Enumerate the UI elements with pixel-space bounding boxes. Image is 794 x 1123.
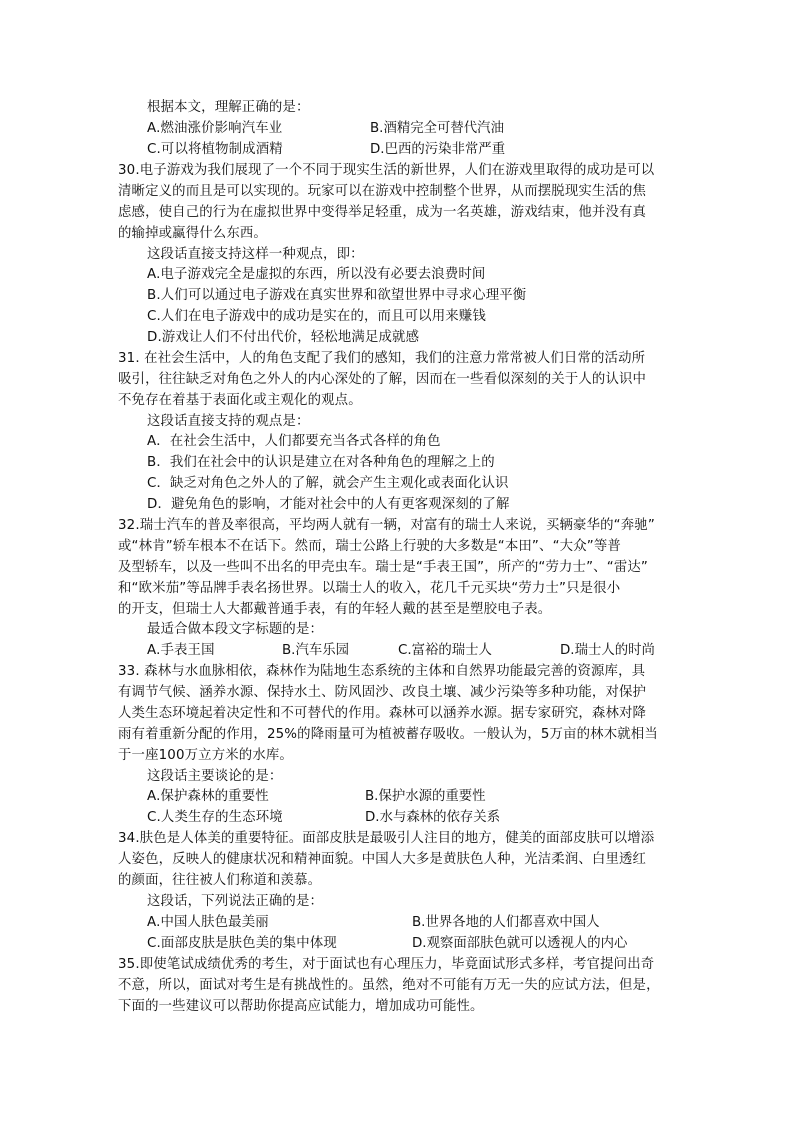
- q32-text-line: 和“欧米茄”等品牌手表名扬世界。以瑞士人的收入，花几千元买块“劳力士”只是很小: [118, 581, 621, 596]
- q29-option-a: A.燃油涨价影响汽车业: [147, 121, 283, 136]
- q34-text-line: 的颜面，往往被人们称道和羡慕。: [118, 873, 322, 888]
- q33-option-c: C.人类生存的生态环境: [147, 810, 283, 825]
- q30-option-b: B.人们可以通过电子游戏在真实世界和欲望世界中寻求心理平衡: [147, 288, 527, 303]
- q32-prompt: 最适合做本段文字标题的是：: [147, 622, 324, 637]
- q32-option-a: A.手表王国: [147, 643, 215, 658]
- q33-option-a: A.保护森林的重要性: [147, 789, 269, 804]
- q31-option-c: C．缺乏对角色之外人的了解，就会产生主观化或表面化认识: [147, 476, 509, 491]
- q29-option-c: C.可以将植物制成酒精: [147, 142, 283, 157]
- q33-option-b: B.保护水源的重要性: [365, 789, 486, 804]
- q32-option-d: D.瑞士人的时尚: [560, 643, 655, 658]
- q34-prompt: 这段话，下列说法正确的是：: [147, 894, 324, 909]
- q35-text-line: 35.即使笔试成绩优秀的考生，对于面试也有心理压力，毕竟面试形式多样，考官提问出奇: [118, 957, 655, 972]
- q32-text-line: 或“林肯”轿车根本不在话下。然而，瑞士公路上行驶的大多数是“本田”、“大众”等普: [118, 539, 621, 554]
- q32-option-c: C.富裕的瑞士人: [398, 643, 492, 658]
- q32-text-line: 32.瑞士汽车的普及率很高，平均两人就有一辆，对富有的瑞士人来说，买辆豪华的“奔驰”: [118, 518, 655, 533]
- q33-text-line: 有调节气候、涵养水源、保持水土、防风固沙、改良土壤、减少污染等多种功能，对保护: [118, 685, 647, 700]
- q29-option-b: B.酒精完全可替代汽油: [370, 121, 504, 136]
- q33-text-line: 33. 森林与水血脉相依，森林作为陆地生态系统的主体和自然界功能最完善的资源库，具: [118, 664, 646, 679]
- q30-option-d: D.游戏让人们不付出代价，轻松地满足成就感: [147, 330, 420, 345]
- q31-text-line: 吸引，往往缺乏对角色之外人的内心深处的了解，因而在一些看似深刻的关于人的认识中: [118, 372, 647, 387]
- q33-prompt: 这段话主要谈论的是：: [147, 769, 283, 784]
- q29-prompt: 根据本文，理解正确的是：: [147, 100, 310, 115]
- q29-option-d: D.巴西的污染非常严重: [370, 142, 506, 157]
- q34-option-a: A.中国人肤色最美丽: [147, 915, 269, 930]
- q30-text-line: 虑感，使自己的行为在虚拟世界中变得举足轻重，成为一名英雄，游戏结束，他并没有真: [118, 205, 647, 220]
- q34-option-c: C.面部皮肤是肤色美的集中体现: [147, 936, 337, 951]
- q33-text-line: 人类生态环境起着决定性和不可替代的作用。森林可以涵养水源。据专家研究，森林对降: [118, 706, 647, 721]
- q35-text-line: 不意，所以，面试对考生是有挑战性的。虽然，绝对不可能有万无一失的应试方法，但是，: [118, 978, 660, 993]
- q32-text-line: 的开支，但瑞士人大都戴普通手表，有的年轻人戴的甚至是塑胶电子表。: [118, 602, 552, 617]
- q30-option-c: C.人们在电子游戏中的成功是实在的，而且可以用来赚钱: [147, 309, 486, 324]
- q34-text-line: 34.肤色是人体美的重要特征。面部皮肤是最吸引人注目的地方，健美的面部皮肤可以增添: [118, 831, 655, 846]
- q32-option-b: B.汽车乐园: [282, 643, 350, 658]
- q31-option-b: B．我们在社会中的认识是建立在对各种角色的理解之上的: [147, 455, 495, 470]
- q31-option-d: D．避免角色的影响，才能对社会中的人有更客观深刻的了解: [147, 497, 510, 512]
- q31-option-a: A．在社会生活中，人们都要充当各式各样的角色: [147, 434, 441, 449]
- q34-option-b: B.世界各地的人们都喜欢中国人: [412, 915, 600, 930]
- q30-text-line: 30.电子游戏为我们展现了一个不同于现实生活的新世界，人们在游戏里取得的成功是可以: [118, 163, 655, 178]
- q34-option-d: D.观察面部肤色就可以透视人的内心: [412, 936, 628, 951]
- q31-prompt: 这段话直接支持的观点是：: [147, 414, 310, 429]
- q33-text-line: 于一座100万立方米的水库。: [118, 748, 293, 763]
- q35-text-line: 下面的一些建议可以帮助你提高应试能力，增加成功可能性。: [118, 999, 484, 1014]
- q31-text-line: 不免存在着基于表面化或主观化的观点。: [118, 393, 362, 408]
- q30-option-a: A.电子游戏完全是虚拟的东西，所以没有必要去浪费时间: [147, 267, 486, 282]
- q34-text-line: 人姿色，反映人的健康状况和精神面貌。中国人大多是黄肤色人种，光洁柔润、白里透红: [118, 852, 647, 867]
- q30-prompt: 这段话直接支持这样一种观点，即：: [147, 247, 364, 262]
- q30-text-line: 的输掉或赢得什么东西。: [118, 226, 267, 241]
- q31-text-line: 31. 在社会生活中，人的角色支配了我们的感知，我们的注意力常常被人们日常的活动所: [118, 351, 646, 366]
- q33-text-line: 雨有着重新分配的作用，25%的降雨量可为植被蓄存吸收。一般认为，5万亩的林木就相当: [118, 727, 658, 742]
- q30-text-line: 清晰定义的而且是可以实现的。玩家可以在游戏中控制整个世界，从而摆脱现实生活的焦: [118, 184, 647, 199]
- q32-text-line: 及型轿车，以及一些叫不出名的甲壳虫车。瑞士是“手表王国”，所产的“劳力士”、“雷达”: [118, 560, 648, 575]
- q33-option-d: D.水与森林的依存关系: [365, 810, 501, 825]
